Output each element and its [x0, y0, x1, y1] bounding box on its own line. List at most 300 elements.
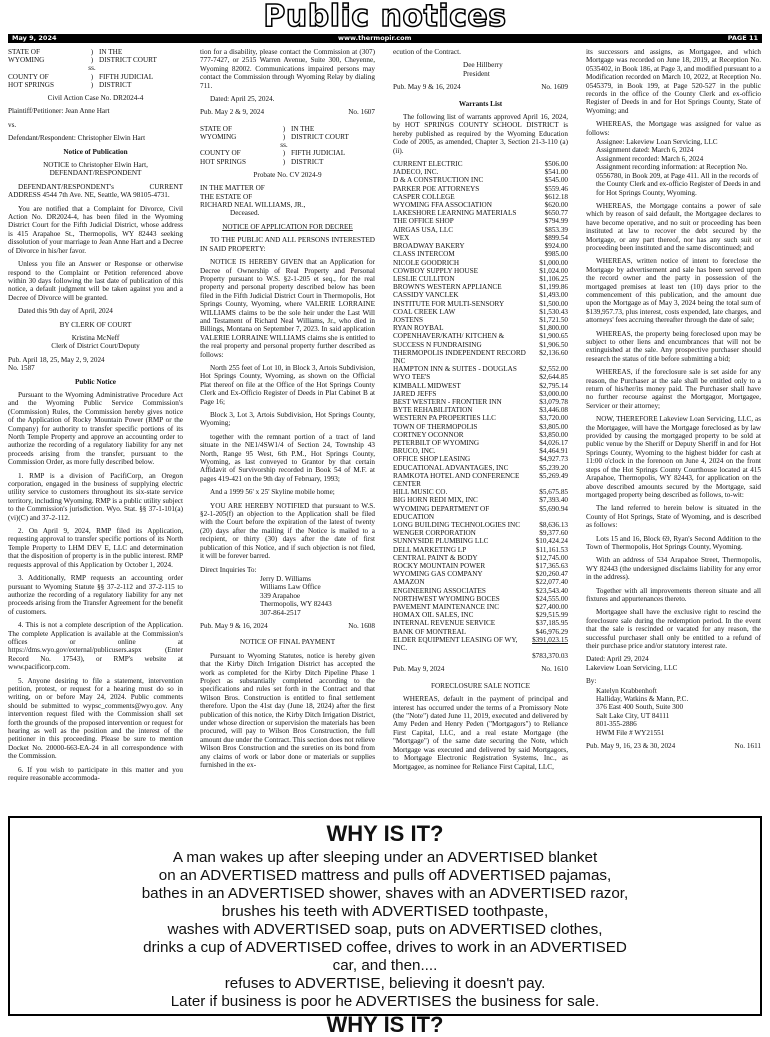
warrant-name: ROCKY MOUNTAIN POWER — [393, 562, 486, 571]
warrant-row — [393, 611, 568, 619]
notice-title: Public Notice — [75, 377, 116, 386]
warrant-row — [393, 431, 568, 439]
inquiries-label: Direct Inquiries To: — [200, 565, 257, 574]
attorney-line: Thermopolis, WY 82443 — [260, 600, 332, 609]
warrant-row — [393, 382, 568, 390]
caption-text: HOT SPRINGS — [200, 157, 246, 166]
notice-paragraph: Together with all improvements thereon situate and all fixtures and appurtenances thereto. — [586, 586, 761, 603]
warrant-name: BYTE REHABILITATION — [393, 406, 473, 415]
warrant-name: RYAN ROYBAL — [393, 324, 444, 333]
warrant-amount: $5,690.94 — [539, 504, 568, 513]
notice-paragraph: NOW, THEREFORE Lakeview Loan Servicing, LLC, as the Mortgagee, will have the Mortgage foreclosed as by law provided by causing the mortgaged property to be sold at public venue by the Sheriff or Deputy Sheriff in and for Hot Springs County, Wyoming to the highest bidder for cash at 11:00 o'clock in the forenoon on June 4, 2024 on the front steps of the Hot Springs County Courthouse located at 415 Arapahoe, Thermopolis, WY 82443, for application on the above described amounts secured by the Mortgage, said mortgaged property being described as follows, to-wit: — [586, 415, 761, 499]
warrant-name: CORTNEY OCONNOR — [393, 430, 464, 439]
warrant-name: TOWN OF THERMOPOLIS — [393, 422, 478, 431]
caption-text: ss. — [280, 141, 288, 150]
attorney-line: Williams Law Office — [260, 583, 321, 592]
by-label: By: — [586, 677, 597, 686]
warrant-name: AIRGAS USA, LLC — [393, 225, 454, 234]
column-3 — [393, 48, 568, 810]
ad-line: car, and then.... — [332, 957, 438, 974]
warrant-amount: $9,377.60 — [539, 529, 568, 538]
signature-line: HWM File # WY21551 — [596, 728, 665, 737]
notice-paragraph: 6. If you wish to participate in this matter and you require reasonable accommoda- — [8, 765, 183, 783]
notice-paragraph: Lots 15 and 16, Block 69, Ryan's Second Addition to the Town of Thermopolis, Hot Springs County, Wyoming. — [586, 534, 761, 551]
publication-dates: Pub. May 9 & 16, 2024 — [200, 621, 268, 630]
signature-line: Salt Lake City, UT 84111 — [596, 711, 670, 720]
warrant-amount: $924.00 — [544, 242, 568, 251]
notice-by: BY CLERK OF COURT — [59, 320, 132, 329]
warrant-row — [393, 324, 568, 332]
warrant-row — [393, 521, 568, 529]
warrant-name: AMAZON — [393, 578, 425, 587]
caption-text: IN THE — [291, 124, 315, 133]
warrant-row — [393, 570, 568, 578]
warrant-name: JOSTENS — [393, 315, 423, 324]
warrant-amount: $24,555.00 — [535, 594, 568, 603]
warrant-amount: $3,720.00 — [539, 414, 568, 423]
warrant-row — [393, 464, 568, 472]
warrant-row — [393, 267, 568, 275]
notice-paragraph: Pursuant to Wyoming Statutes, notice is hereby given that the Kirby Ditch Irrigation District has accepted the work as completed for the Kirby Ditch Pipeline Phase 1 Project as substantially completed according to the specifications and rules set forth in the Contract and that Wilson Bros. Construction is entitled to final settlement therefore. Upon the 41st day (June 18, 2024) after the first publication of this notice, the Kirby Ditch Irrigation District, under whose direction or supervision the materials has been procured, will pay to Wilson Bros Construction, the full amount due under the Contract. This section does not relieve Wilson Bros Construction and the sureties on its bond from any claims of work or labor done or materials or supplies furnished in the ex- — [200, 651, 375, 770]
notice-dated: Dated: April 29, 2024 — [586, 655, 649, 664]
warrant-name: WYOMING GAS COMPANY — [393, 570, 483, 579]
plaintiff: Plaintiff/Petitioner: Jean Anne Hart — [8, 107, 110, 116]
warrant-amount: $1,199.86 — [539, 283, 568, 292]
warrant-row — [393, 587, 568, 595]
page-number: PAGE 11 — [727, 34, 758, 42]
warrant-row — [393, 283, 568, 291]
caption-text: FIFTH JUDICIAL — [291, 149, 346, 158]
notice-paragraph: YOU ARE HEREBY NOTIFIED that pursuant to W.S. §2-1-205(f) an objection to the Application shall be filed with the Court before the expiration of the latest of twenty (20) days after the mailing if the Notice is mailed to a recipient, or thirty (30) days after the date of first publication of this Notice, and if such objection is not filed, it will be forever barred. — [200, 501, 375, 561]
warrant-amount: $2,552.00 — [539, 365, 568, 374]
ad-line: Later if business is poor he ADVERTISES the business for sale. — [170, 993, 600, 1010]
warrant-row — [393, 439, 568, 447]
warrant-name: INTERNAL REVENUE SERVICE — [393, 619, 496, 628]
warrant-name: JADECO, INC. — [393, 168, 439, 177]
notice-paragraph: And a 1999 56' x 25' Skyline mobile home; — [210, 488, 335, 497]
warrant-row — [393, 562, 568, 570]
warrant-row — [393, 176, 568, 184]
warrant-name: CLASS INTERCOM — [393, 250, 455, 259]
signature-title: President — [463, 69, 490, 78]
warrant-name: CURRENT ELECTRIC — [393, 160, 463, 169]
warrant-amount: $985.00 — [544, 250, 568, 259]
warrant-row — [393, 537, 568, 545]
publication-dates: Pub. May 9, 2024 — [393, 665, 445, 674]
notice-title: Notice of Publication — [63, 147, 128, 156]
warrant-amount: $11,161.53 — [535, 545, 568, 554]
warrant-name: BEST WESTERN - FRONTIER INN — [393, 397, 502, 406]
attorney-line: 307-864-2517 — [260, 608, 301, 617]
warrant-amount: $545.00 — [544, 176, 568, 185]
signature-block — [586, 687, 761, 737]
column-1 — [8, 48, 183, 810]
warrant-row — [393, 332, 568, 340]
notice-dated: Dated: April 25, 2024. — [210, 95, 275, 104]
warrant-name: DELL MARKETING LP — [393, 545, 467, 554]
caption-text: STATE OF — [200, 124, 232, 133]
attorney-block — [200, 575, 375, 617]
warrant-row — [393, 603, 568, 611]
warrant-row — [393, 160, 568, 168]
notice-paragraph: Unless you file an Answer or Response or otherwise respond to the Complaint or Petition referenced above within 30 days following the last date of publication of this notice, a default judgment will be taken against you and a Decree of Divorce will be granted. — [8, 260, 183, 302]
issue-date: May 9, 2024 — [12, 34, 57, 42]
notice-paragraph: WHEREAS, the Mortgage was assigned for value as follows: — [586, 120, 761, 137]
warrant-amount: $1,800.00 — [539, 324, 568, 333]
vs-text: vs. — [8, 120, 17, 129]
warrant-row — [393, 226, 568, 234]
court-caption: STATE OF ) IN THE WYOMING ) DISTRICT COURT ss. COUNTY OF ) FIFTH JUDICIAL HOT SPRINGS ) DISTRICT — [200, 125, 375, 166]
signature-line: Katelyn Krabbenhoft — [596, 686, 657, 695]
warrant-amount: $2,795.14 — [539, 381, 568, 390]
notice-paragraph: WHEREAS, the Mortgage contains a power of sale which by reason of said default, the Mortgagee declares to have become operative, and no suit or proceeding has been instituted at law to recover the debt secured by the Mortgage, or any part thereof, nor has any such suit or proceeding been instituted and the same discontinued; and — [586, 201, 761, 252]
publication-dates: Pub. May 2 & 9, 2024 — [200, 108, 265, 117]
warrant-name: LONG BUILDING TECHNOLOGIES INC — [393, 521, 521, 529]
warrant-name: LAKESHORE LEARNING MATERIALS — [393, 209, 517, 218]
warrant-name: SUCCESS N FUNDRAISING — [393, 340, 482, 349]
notice-paragraph: You are notified that a Complaint for Divorce, Civil Action No. DR2024-4, has been filed in the Wyoming District Court for the Fifth Judicial District, whose address is 415 Arapahoe St., Thermopolis, WY 82443 seeking dissolution of your marriage to Jean Anne Hart and a Decree of Divorce in his/her favor. — [8, 204, 183, 255]
warrant-name: INSTITUTE FOR MULTI-SENSORY — [393, 299, 505, 308]
warrant-name: SUNNYSIDE PLUMBING LLC — [393, 537, 489, 546]
signature: Dee Hillberry — [463, 61, 503, 70]
warrant-name: LESLIE CULLITON — [393, 274, 455, 283]
warrant-row — [393, 595, 568, 603]
warrant-row — [393, 398, 568, 406]
warrant-name: BROWN'S WESTERN APPLIANCE — [393, 283, 502, 292]
warrant-name: HAMPTON INN & SUITES - DOUGLAS — [393, 365, 517, 374]
masthead — [0, 0, 770, 34]
notice-paragraph: its successors and assigns, as Mortgagee, and which Mortgage was recorded on June 18, 2019, at Reception No. 0535402, in Book 186, at Page 3, and modified pursuant to a Modification recorded on March 10, 2022, at Reception No. 0545379, in Book 199, at Page 520-527 in the public records in the office of the County Clerk and ex-officio Register of Deeds in and for Hot Springs County, State of Wyoming; and — [586, 48, 761, 115]
warrant-amount: $1,721.50 — [539, 315, 568, 324]
notice-paragraph: 5. Anyone desiring to file a statement, intervention petition, protest, or request for a hearing must do so in writing, on or before May 24, 2024. Public comments should be submitted to wypsc_comments@wyo.gov. Any intervention request filed with the Commission shall set forth the grounds of the proposed intervention or request for hearing as well as the position and the interest of the petitioner in this proceeding. Please be sure to mention Docket No. 20000-663-EA-24 in all correspondence with the Commission. — [8, 676, 183, 761]
notice-paragraph: WHEREAS, written notice of intent to foreclose the Mortgage by advertisement and sale has been served upon the record owner and the party in possession of the mortgaged premises at least ten (10) days prior to the commencement of this publication, and the amount due upon the Mortgage as of May 3, 2024 being the total sum of $139,957.73, plus interest, costs expended, late charges, and attorneys' fees accruing thereafter through the date of sale; — [586, 257, 761, 325]
warrant-row — [393, 546, 568, 554]
notice-paragraph: The following list of warrants approved April 16, 2024, by HOT SPRINGS COUNTY SCHOOL DISTRICT is hereby published as required by the Wyoming Education Code of 2005, as amended, Chapter 3, Section 21-3-110 (a)(ii). — [393, 113, 568, 155]
warrant-amount: $46,976.29 — [535, 627, 568, 636]
warrant-row — [393, 628, 568, 636]
warrant-row — [393, 619, 568, 627]
warrant-row — [393, 390, 568, 398]
notice-dated: Dated this 9th day of April, 2024 — [18, 307, 113, 316]
publication-dates: Pub. May 9 & 16, 2024 — [393, 83, 461, 92]
notice-paragraph: 4. This is not a complete description of the Application. The complete Application is available at the Commission's offices or online at https://dms.wyo.gov/external/publicusers.aspx (Enter Record No. 17543), or RMP's website at www.pacificorp.com. — [8, 621, 183, 672]
warrant-row — [393, 373, 568, 381]
caption-text: STATE OF — [8, 48, 40, 56]
warrant-name: D & A CONSTRUCTION INC — [393, 176, 484, 185]
warrant-row — [393, 242, 568, 250]
warrant-name: RAMKOTA HOTEL AND CONFERENCE CENTER — [393, 471, 520, 488]
warrant-amount: $5,675.85 — [539, 488, 568, 497]
notice-number: No. 1608 — [348, 621, 375, 630]
warrant-row — [393, 201, 568, 209]
warrant-name: COPENHAVER/KATH/ KITCHEN & — [393, 332, 505, 341]
notice-number: No. 1611 — [734, 742, 761, 751]
warrant-amount: $7,393.40 — [539, 496, 568, 505]
signing-party: Lakeview Loan Servicing, LLC — [586, 663, 678, 672]
warrant-amount: $541.00 — [544, 168, 568, 177]
notice-paragraph: TO THE PUBLIC AND ALL PERSONS INTERESTED IN SAID PROPERTY: — [200, 236, 375, 253]
court-caption: STATE OF ) IN THE WYOMING ) DISTRICT COURT ss. COUNTY OF ) FIFTH JUDICIAL HOT SPRINGS ) DISTRICT — [8, 48, 183, 89]
warrant-total: $783,370.03 — [532, 652, 568, 661]
warrant-name: COWBOY SUPPLY HOUSE — [393, 266, 479, 275]
notice-title: NOTICE OF APPLICATION FOR DECREE — [222, 222, 353, 231]
warrant-name: WYOMING FFA ASSOCIATION — [393, 201, 492, 210]
warrant-row — [393, 447, 568, 455]
probate-number: Probate No. CV 2024-9 — [253, 170, 322, 179]
warrant-name: PETERBILT OF WYOMING — [393, 438, 480, 447]
matter-line: IN THE MATTER OF — [200, 184, 265, 193]
warrant-name: EDUCATIONAL ADVANTAGES, INC — [393, 463, 509, 472]
warrant-amount: $3,850.00 — [539, 430, 568, 439]
column-2 — [200, 48, 375, 810]
warrant-amount: $17,365.63 — [535, 562, 568, 571]
warrant-amount: $1,530.43 — [539, 307, 568, 316]
notice-title: Warrants List — [458, 99, 503, 108]
notice-paragraph: DEFENDANT/RESPONDENT's CURRENT ADDRESS 4544 7th Ave. NE, Seattle, WA 98105-4731. — [8, 182, 183, 200]
warrant-row — [393, 275, 568, 283]
notice-paragraph: North 255 feet of Lot 10, in Block 3, Artois Subdivision, Hot Springs County, Wyoming, as shown on the Official Plat thereof on file at the Office of the Hot Springs County Clerk and Ex-Officio Register of Deeds in Plat Cabinet B at Page 16; — [200, 363, 375, 406]
warrant-amount: $27,400.00 — [535, 603, 568, 612]
warrant-amount: $3,079.78 — [539, 397, 568, 406]
warrant-name: WENGER CORPORATION — [393, 529, 476, 538]
signature-line: 376 East 400 South, Suite 300 — [596, 703, 684, 712]
warrant-row — [393, 488, 568, 496]
warrant-name: BANK OF MONTREAL — [393, 627, 467, 636]
warrant-amount: $612.18 — [544, 192, 568, 201]
warrant-name: THERMOPOLIS INDEPENDENT RECORD INC — [393, 348, 526, 365]
warrant-amount: $3,000.00 — [539, 389, 568, 398]
warrant-amount: $8,636.13 — [539, 521, 568, 529]
warrant-amount: $559.46 — [544, 184, 568, 193]
website: www.thermopir.com — [338, 34, 412, 42]
notice-paragraph: With an address of 534 Arapahoe Street, Thermopolis, WY 82443 (the undersigned disclaims liability for any error in the address). — [586, 556, 761, 582]
ad-line: refuses to ADVERTISE, believing it doesn't pay. — [224, 975, 546, 992]
warrant-name: THE OFFICE SHOP — [393, 217, 454, 226]
notice-paragraph: tion for a disability, please contact the Commission at (307) 777-7427, or 2515 Warren Avenue, Suite 300, Cheyenne, Wyoming 82002. Communications impaired persons may contact the Commission through Wyoming Relay by dialing 711. — [200, 48, 375, 90]
warrant-amount: $1,493.00 — [539, 291, 568, 300]
case-number: Civil Action Case No. DR2024-4 — [47, 94, 144, 103]
warrant-name: HOMAX OIL SALES, INC — [393, 611, 474, 620]
attorney-line: Jerry D. Williams — [260, 574, 311, 583]
publication-dates: Pub. April 18, 25, May 2, 9, 2024 — [8, 355, 105, 364]
ad-line: drinks a cup of ADVERTISED coffee, drives to work in an ADVERTISED — [143, 939, 627, 956]
assignment-line: Assignee: Lakeview Loan Servicing, LLC — [596, 138, 718, 147]
warrant-row — [393, 316, 568, 324]
warrant-row — [393, 291, 568, 299]
masthead-title: Public notices — [263, 0, 507, 34]
warrant-amount: $3,446.08 — [539, 406, 568, 415]
caption-text: DISTRICT — [99, 80, 132, 89]
caption-text: FIFTH JUDICIAL — [99, 72, 154, 81]
notice-paragraph: 3. Additionally, RMP requests an accounting order pursuant to Wyoming Statute §§ 37-2-112 and 37-2-115 to authorize the recording of a regulatory liability for any net proceeds arising from the Transfer Agreement for the benefit of customers. — [8, 574, 183, 616]
attorney-line: 339 Arapahoe — [260, 591, 301, 600]
notice-paragraph: together with the remnant portion of a tract of land situate in the NE1/4SW1/4 of Section 24, Township 43 North, Range 95 West, 6th P.M., Hot Springs County, Wyoming, as last conveyed to Grantor by that certain Affidavit of Survivorship recorded in Book 54 of M.F. at pages 419-421 on the 9th day of February, 1993; — [200, 432, 375, 483]
warrant-amount: $5,239.20 — [539, 463, 568, 472]
warrant-amount: $853.39 — [544, 225, 568, 234]
warrant-row — [393, 472, 568, 488]
assignment-line: Assignment recording information: at Reception No. 0556780, in Book 209, at Page 411. All in the records of the County Clerk and ex-officio Register of Deeds in and for Hot Springs County, Wyoming. — [596, 163, 761, 197]
signature-line: Halliday, Watkins & Mann, P.C. — [596, 695, 689, 704]
caption-text: COUNTY OF — [200, 149, 241, 158]
warrant-amount: $10,424.24 — [535, 537, 568, 546]
matter-line: RICHARD NEAL WILLIAMS, JR., — [200, 201, 306, 210]
warrant-amount: $899.54 — [544, 233, 568, 242]
matter-line: Deceased. — [230, 209, 260, 218]
ad-heading: WHY IS IT? — [326, 821, 444, 846]
warrant-row — [393, 578, 568, 586]
caption-text: WYOMING — [200, 133, 237, 142]
warrant-row — [393, 193, 568, 201]
warrant-name: ELDER EQUIPMENT LEASING OF WY, INC. — [393, 635, 518, 653]
warrant-amount: $1,024.00 — [539, 266, 568, 275]
defendant: Defendant/Respondent: Christopher Elwin Hart — [8, 134, 146, 143]
warrant-amount: $1,500.00 — [539, 299, 568, 308]
warrant-name: COAL CREEK LAW — [393, 307, 456, 316]
warrant-amount: $794.99 — [544, 217, 568, 226]
warrant-amount: $1,106.25 — [539, 274, 568, 283]
notice-paragraph: NOTICE IS HEREBY GIVEN that an Application for Decree of Ownership of Real Property and Personal Property pursuant to W.S. §2-1-205 et seq., for the real property and personal property described below has been filed in the Fifth Judicial District Court in Thermopolis, Hot Springs County, Wyoming, where VALERIE LORRAINE WILLIAMS claims to be the sole heir under the Last Will and Testament of Richard Neal Williams, Jr., who died in Billings, Montana on September 7, 2023. In said application VALERIE LORRAINE WILLIAMS claims she is entitled to the real property and personal property further described as follows: — [200, 258, 375, 359]
warrant-row — [393, 529, 568, 537]
notice-paragraph: 1. RMP is a division of PacifiCorp, an Oregon corporation, engaged in the business of supplying electric utility service to customers throughout its six-state service territory, including Wyoming. RMP is a public utility subject to the Commission's jurisdiction. Wyo. Stat. §§ 37-1-101(a)(vi)(C) and 37-2-112. — [8, 471, 183, 522]
warrants-table — [393, 160, 568, 660]
publication-line — [393, 83, 568, 91]
publication-line — [393, 665, 568, 673]
warrant-row — [393, 250, 568, 258]
warrant-amount: $1,000.00 — [539, 258, 568, 267]
warrant-amount: $1,900.65 — [539, 332, 568, 341]
warrant-amount: $506.00 — [544, 160, 568, 169]
notice-title: NOTICE OF FINAL PAYMENT — [239, 638, 336, 647]
warrant-name: CENTRAL PAINT & BODY — [393, 553, 478, 562]
warrant-row — [393, 217, 568, 225]
caption-text: DISTRICT — [291, 157, 324, 166]
warrant-name: JARED JEFFS — [393, 389, 437, 398]
caption-text: WYOMING — [8, 56, 45, 65]
warrant-total-row — [393, 652, 568, 660]
ad-line: brushes his teeth with ADVERTISED toothpaste, — [221, 903, 549, 920]
warrant-name: CASPER COLLEGE — [393, 192, 455, 201]
assignment-line: Assignment dated: March 6, 2024 — [596, 146, 694, 155]
warrant-amount: $20,260.47 — [535, 570, 568, 579]
warrant-amount: $22,077.40 — [535, 578, 568, 587]
warrant-name: BROADWAY BAKERY — [393, 242, 465, 251]
warrant-row — [393, 168, 568, 176]
warrant-name: NICOLE GOODRICH — [393, 258, 460, 267]
warrant-name: NORTHWEST WYOMING BOCES — [393, 594, 500, 603]
assignment-block — [586, 138, 761, 197]
warrant-amount: $2,136.60 — [539, 348, 568, 357]
notice-number: No. 1610 — [541, 665, 568, 674]
publication-line — [586, 742, 761, 750]
warrant-amount: $4,026.17 — [539, 438, 568, 447]
warrant-amount: $4,927.73 — [539, 455, 568, 464]
notice-paragraph: Mortgagee shall have the exclusive right to rescind the foreclosure sale during the redemption period. In the event that the sale is rescinded or vacated for any reason, the successful purchaser shall only be entitled to a refund of their purchase price and/or statutory interest rate. — [586, 608, 761, 650]
warrant-name: BIG HORN REDI MIX, INC — [393, 496, 478, 505]
signature: Kristina McNeff — [71, 333, 120, 342]
ad-line: bathes in an ADVERTISED shower, shaves with an ADVERTISED razor, — [141, 885, 629, 902]
warrant-row — [393, 505, 568, 521]
warrant-row — [393, 455, 568, 463]
warrant-amount: $3,805.00 — [539, 422, 568, 431]
warrant-name: CASSIDY VANCLEK — [393, 291, 459, 300]
notice-number: No. 1607 — [348, 108, 375, 117]
warrant-amount: $620.00 — [544, 201, 568, 210]
warrant-amount: $650.77 — [544, 209, 568, 218]
warrant-name: WESTERN PA PROPERTIES LLC — [393, 414, 496, 423]
caption-text: ss. — [88, 64, 96, 73]
notice-subtitle: NOTICE to Christopher Elwin Hart, DEFENDANT/RESPONDENT — [43, 161, 148, 178]
notice-paragraph: WHEREAS, if the foreclosure sale is set aside for any reason, the Purchaser at the sale shall be entitled only to a return of his/her/its money paid. The Purchaser shall have no further recourse against the Mortgagor, Mortgagee, Servicer or their attorney; — [586, 368, 761, 410]
notice-paragraph: Block 3, Lot 3, Artois Subdivision, Hot Springs County, Wyoming; — [200, 411, 375, 428]
warrant-amount: $2,644.85 — [539, 373, 568, 382]
matter-line: THE ESTATE OF — [200, 192, 253, 201]
warrant-name: OFFICE SHOP LEASING — [393, 455, 471, 464]
warrant-amount: $23,543.40 — [535, 586, 568, 595]
warrant-row — [393, 423, 568, 431]
warrant-row — [393, 300, 568, 308]
caption-text: DISTRICT COURT — [99, 56, 157, 65]
warrant-row — [393, 234, 568, 242]
ad-body — [16, 849, 754, 1011]
advertisement-box — [8, 816, 762, 1037]
notice-number: No. 1587 — [8, 364, 35, 373]
ad-footer: WHY IS IT? — [326, 1012, 444, 1037]
ad-line: A man wakes up after sleeping under an ADVERTISED blanket — [172, 849, 598, 866]
warrant-amount: $37,185.95 — [535, 619, 568, 628]
warrant-amount: $391,023.15 — [532, 635, 568, 644]
warrant-row — [393, 209, 568, 217]
warrant-row — [393, 259, 568, 267]
notice-number: No. 1609 — [541, 83, 568, 92]
warrant-amount: $29,515.99 — [535, 611, 568, 620]
caption-text: DISTRICT COURT — [291, 133, 349, 142]
warrant-amount: $4,464.91 — [539, 447, 568, 456]
warrant-row — [393, 365, 568, 373]
warrant-row — [393, 308, 568, 316]
assignment-line: Assignment recorded: March 6, 2024 — [596, 154, 704, 163]
notice-paragraph: Pursuant to the Wyoming Administrative Procedure Act and the Wyoming Public Service Commission's (Commission) Rules, the Commission hereby gives notice of the Application of Rocky Mountain Power (RMP or the Company) for authority to transfer specific portions of its North Temple Property and approve an accounting order to authorize the recording of a regulatory liability for any net proceeds arising from the transfer, pursuant to the Commission Order, as more fully described below. — [8, 390, 183, 467]
warrant-name: HILL MUSIC CO. — [393, 488, 448, 497]
signature-line: 801-355-2886 — [596, 720, 637, 729]
notice-title: FORECLOSURE SALE NOTICE — [430, 681, 531, 690]
ad-line: on an ADVERTISED mattress and pulls off ADVERTISED pajamas, — [158, 867, 612, 884]
date-bar — [8, 34, 762, 43]
notice-paragraph: WHEREAS, default in the payment of principal and interest has occurred under the terms of a Promissory Note (the "Note") dated June 11, 2019, executed and delivered by Amy Peden and Henry Peden ("Mortgagors") to Reliance First Capital, LLC, and a real estate Mortgage (the "Mortgage") of the same date securing the Note, which Mortgage was executed and delivered by said Mortgagors, to Mortgage Electronic Registration Systems, Inc., as Mortgagee, as nominee for Reliance First Capital, LLC, — [393, 695, 568, 771]
column-4 — [586, 48, 761, 810]
ad-line: washes with ADVERTISED soap, puts on ADVERTISED clothes, — [167, 921, 603, 938]
warrant-row — [393, 554, 568, 562]
notice-paragraph: ecution of the Contract. — [393, 48, 461, 56]
caption-text: IN THE — [99, 48, 123, 56]
warrant-row — [393, 636, 568, 652]
warrant-row — [393, 406, 568, 414]
warrant-row — [393, 349, 568, 365]
warrant-amount: $5,269.49 — [539, 471, 568, 480]
signature-title: Clerk of District Court/Deputy — [51, 342, 140, 351]
warrant-name: PAVEMENT MAINTENANCE INC — [393, 603, 500, 612]
warrant-row — [393, 341, 568, 349]
warrant-amount: $1,906.50 — [539, 340, 568, 349]
publication-dates: Pub. May 9, 16, 23 & 30, 2024 — [586, 742, 676, 751]
warrant-name: ENGINEERING ASSOCIATES — [393, 586, 486, 595]
warrant-name: KIMBALL MIDWEST — [393, 381, 461, 390]
notice-paragraph: WHEREAS, the property being foreclosed upon may be subject to other liens and encumbrances that will not be extinguished at the sale. Any prospective purchaser should research the status of title before submitting a bid; — [586, 329, 761, 363]
warrant-name: WYO TEE'S — [393, 373, 431, 382]
warrant-row — [393, 414, 568, 422]
warrant-name: BRUCO, INC. — [393, 447, 436, 456]
publication-line — [200, 108, 375, 116]
notice-paragraph: The land referred to herein below is situated in the County of Hot Springs, State of Wyoming, and is described as follows: — [586, 504, 761, 530]
